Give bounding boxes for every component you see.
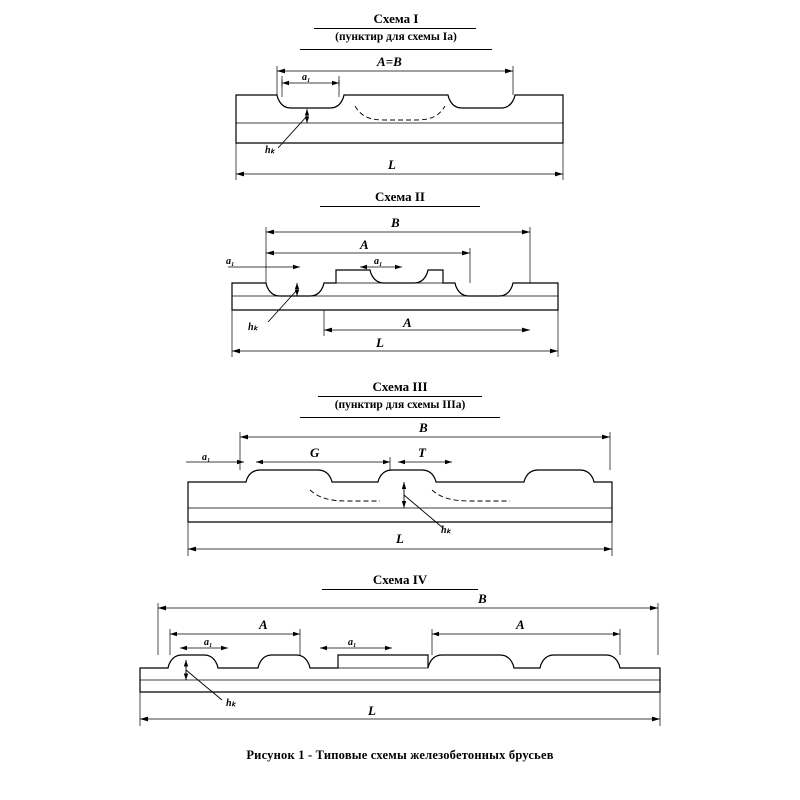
scheme-1-drawing (236, 66, 563, 180)
scheme-2-label-A-bottom: A (403, 315, 412, 330)
scheme-2-label-B: B (391, 215, 400, 230)
scheme-4-title: Схема IV (372, 572, 428, 587)
scheme-3-label-hk: hₖ (441, 525, 451, 536)
scheme-2-label-hk: hₖ (248, 322, 258, 333)
scheme-3-subtitle: (пунктир для схемы IIIa) (334, 399, 466, 411)
scheme-3-label-G: G (310, 445, 320, 460)
scheme-4-label-A-left: A (259, 617, 268, 632)
scheme-3-subtitle-rule (300, 417, 500, 418)
scheme-1-label-hk: hₖ (265, 145, 275, 156)
scheme-3-title-rule (318, 396, 482, 397)
scheme-1-label-ab: A=B (377, 54, 402, 69)
scheme-4-title-rule (322, 589, 478, 590)
scheme-3-label-L: L (396, 531, 404, 546)
scheme-2-title: Схема II (375, 189, 425, 204)
scheme-2-label-a1-left: a₁ (226, 256, 235, 267)
scheme-1-title-rule (314, 28, 476, 29)
scheme-1-label-L: L (388, 157, 396, 172)
scheme-1-subtitle: (пунктир для схемы Ia) (335, 31, 457, 43)
scheme-4-label-L: L (368, 703, 376, 718)
figure-caption: Рисунок 1 - Типовые схемы железобетонных брусьев (246, 748, 554, 762)
scheme-4-label-a1-b: a₁ (348, 637, 357, 648)
scheme-2-label-A-top: A (360, 237, 369, 252)
scheme-3-title: Схема III (372, 379, 428, 394)
scheme-4-label-A-right: A (516, 617, 525, 632)
scheme-2-title-rule (320, 206, 480, 207)
scheme-1-subtitle-rule (300, 49, 492, 50)
scheme-1-title: Схема I (373, 11, 419, 26)
scheme-2-label-L: L (376, 335, 384, 350)
scheme-3-label-T: T (418, 445, 426, 460)
scheme-3-label-a1: a₁ (202, 452, 211, 463)
scheme-4-label-hk: hₖ (226, 698, 236, 709)
scheme-4-label-a1-a: a₁ (204, 637, 213, 648)
scheme-2-label-a1-mid: a₁ (374, 256, 383, 267)
scheme-4-label-B: B (478, 591, 487, 606)
scheme-1-label-a1: a₁ (302, 72, 311, 83)
scheme-2-drawing (228, 227, 558, 357)
scheme-4-drawing (140, 603, 660, 726)
scheme-3-label-B: B (419, 420, 428, 435)
